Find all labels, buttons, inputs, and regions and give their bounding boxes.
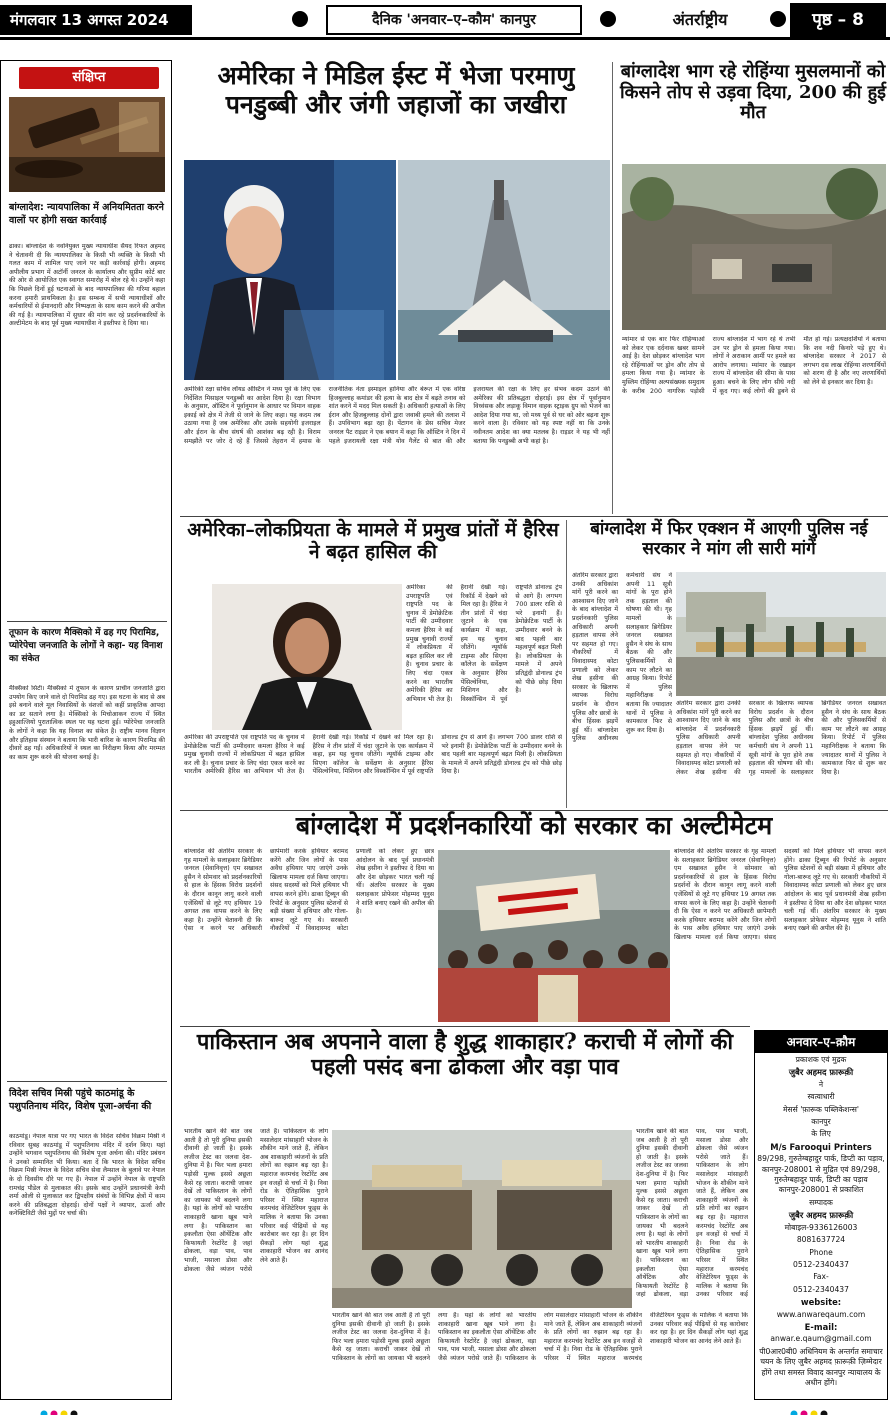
imprint-line: स्वत्वाधारी	[807, 1092, 835, 1102]
bullet-icon	[770, 11, 786, 27]
imprint-line: पी0आर0बी0 अधिनियम के अन्तर्गत समाचार चयन के लिए जुबैर अहमद फ़ारूक़ी ज़िम्मेदार होंगे तथा समस्त विवाद कानपुर न्यायालय के अधीन होंगे।	[759, 1346, 883, 1387]
imprint-line: मोबाइल-9336126003	[784, 1222, 858, 1232]
food-stall-photo	[332, 1130, 632, 1308]
biden-photo	[184, 160, 396, 380]
bullet-icon	[292, 11, 308, 27]
brief-1-body: ढाका। बांग्लादेश के नवनियुक्त मुख्य न्यायाधीश सैयद रिफत अहमद ने चेतावनी दी कि न्यायपालिका के किसी भी व्यक्ति के किसी भी गलत काम में शामिल पाए जाने पर कड़ी कार्रवाई होगी। अहमद अपीलीय प्रभाग में अटॉर्नी जनरल के कार्यालय और सुप्रीम कोर्ट बार की ओर से आयोजित एक स्वागत समारोह में बोल रहे थे। उन्होंने कहा कि पिछले दिनों हुई घटनाओं के बाद न्यायपालिका की गरिमा बहाल करना हमारी प्राथमिकता है। इस सम्बन्ध में सभी न्यायाधीशों और कर्मचारियों से ईमानदारी और निष्पक्षता के साथ काम करने की अपील की गई है। न्यायपालिका में सुधार की मांग कर रहे प्रदर्शनकारियों के अल्टीमेटम के बाद पूर्व मुख्य न्यायाधीश ने इस्तीफा दे दिया था।	[9, 243, 165, 328]
bullet-icon	[600, 11, 616, 27]
rohingya-headline: बांग्लादेश भाग रहे रोहिंग्या मुसलमानों को किसने तोप से उड़वा दिया, 200 की हुई मौत	[619, 61, 887, 124]
harris-headline: अमेरिका–लोकप्रियता के मामले में प्रमुख प्रांतों में हैरिस ने बढ़त हासिल की	[187, 519, 559, 563]
briefs-tag: संक्षिप्त	[19, 67, 159, 89]
us-story-headline: अमेरिका ने मिडिल ईस्ट में भेजा परमाणु पनडुब्बी और जंगी जहाजों का जखीरा	[217, 61, 575, 119]
police-headline: बांग्लादेश में फिर एक्शन में आएगी पुलिस नई सरकार ने मांग ली सारी मांगें	[590, 519, 868, 559]
rohingya-photo	[622, 164, 886, 330]
website-link[interactable]: www.anwareqaum.com	[776, 1309, 866, 1319]
column-rule	[612, 62, 613, 514]
ultimatum-body-right: बांग्लादेश की अंतरिम सरकार के गृह मामलों के सलाहकार ब्रिगेडियर जनरल (सेवानिवृत्त) एम सखावत हुसैन ने सोमवार को प्रदर्शनकारियों से हाल के हिंसक विरोध प्रदर्शनों के दौरान कानून लागू करने वाली एजेंसियों से लूटे गए हथियार 19 अगस्त तक वापस करने के लिए कहा है। उन्होंने चेतावनी दी कि ऐसा न करने पर अधिकारी छापेमारी करके हथियार बरामद करेंगे और जिन लोगों के पास अवैध हथियार पाए जाएंगे उनके खिलाफ मामला दर्ज किया जाएगा। संसद सदस्यों को मिले हथियार भी वापस करने होंगे। ढाका ट्रिब्यून की रिपोर्ट के अनुसार पुलिस स्टेशनों से बड़ी संख्या में हथियार और गोला-बारूद लूटे गए थे। सरकारी नौकरियों में विवादास्पद कोटा प्रणाली को लेकर हुए छात्र आंदोलन के बाद पूर्व प्रधानमंत्री शेख हसीना ने इस्तीफा दे दिया था और देश छोड़कर भारत चली गई थीं। अंतरिम सरकार के मुख्य सलाहकार प्रोफेसर मोहम्मद यूनुस ने शांति बनाए रखने की अपील की है।	[674, 848, 886, 941]
brief-2-body: मैक्सिको सिटी। मैक्सिको में तूफान के कारण प्राचीन जनजाति द्वारा उपयोग किए जाने वाले दो पिरामिड ढह गए। इस घटना के बाद से अब इसे बनाने वाले मूल निवासियों के वंशजों को कहीं प्राकृतिक आपदा का डर सताने लगा है। मेक्सिको के मिचोआकन राज्य में स्थित इहुआत्जियो पुरातात्विक स्थल पर यह घटना हुई। प्योरेपेचा जनजाति के लोगों ने कहा कि यह विनाश का संकेत है। राष्ट्रीय मानव विज्ञान और इतिहास संस्थान ने बताया कि भारी बारिश के कारण पिरामिड की दीवारें ढह गईं। अधिकारियों ने स्थल का निरीक्षण किया और मरम्मत का काम शुरू करने की योजना बनाई है।	[9, 685, 165, 761]
section-title: अंतर्राष्ट्रीय	[672, 10, 728, 29]
issue-date: मंगलवार 13 अगस्त 2024	[0, 5, 192, 35]
police-body-lower: अंतरिम सरकार द्वारा उनकी अधिकांश मांगें पूरी करने का आश्वासन दिए जाने के बाद बांग्लादेश में प्रदर्शनकारी पुलिस अधिकारी अपनी हड़ताल वापस लेने पर सहमत हो गए। नौकरियों में विवादास्पद कोटा प्रणाली को लेकर शेख हसीना की सरकार के खिलाफ व्यापक विरोध प्रदर्शन के दौरान पुलिस और छात्रों के बीच हिंसक झड़पें हुई थीं। बांग्लादेश पुलिस अधीनस्थ कर्मचारी संघ ने अपनी 11 सूत्री मांगों के पूरा होने तक हड़ताल की घोषणा की थी। गृह मामलों के सलाहकार ब्रिगेडियर जनरल सखावत हुसैन ने संघ के साथ बैठक की और पुलिसकर्मियों से काम पर लौटने का आग्रह किया। रिपोर्ट में पुलिस महानिरीक्षक ने बताया कि ज्यादातर थानों में पुलिस ने कामकाज फिर से शुरू कर दिया है।	[676, 700, 886, 776]
paper-name: दैनिक 'अनवार–ए–कौम' कानपुर	[326, 5, 582, 35]
imprint-line: M/s Farooqui Printers	[770, 1141, 872, 1152]
imprint-title: अनवार–ए–क़ौम	[755, 1031, 887, 1053]
harris-body-lower: अमेरिका की उपराष्ट्रपति एवं राष्ट्रपति पद के चुनाव में डेमोक्रेटिक पार्टी की उम्मीदवार कमला हैरिस ने कई प्रमुख चुनावी राज्यों में लोकप्रियता में बढ़त हासिल कर ली है। चुनाव प्रचार के लिए चंदा एकत्र करने का भारतीय अमेरिकी हैरिस का अभियान भी तेज है। हैरानी देखी गई। रिकॉर्ड में देखने को मिल रहा है। हैरिस ने तीन प्रांतों में चंदा जुटाने के एक कार्यक्रम में कहा, हम यह चुनाव जीतेंगे। न्यूयॉर्क टाइम्स और सिएना कॉलेज के सर्वेक्षण के अनुसार हैरिस पेंसिल्वेनिया, मिशिगन और विस्कॉन्सिन में पूर्व राष्ट्रपति डोनाल्ड ट्रंप से आगे हैं। लगभग 700 डालर राशि से भरे इनामी हैं। डेमोक्रेटिक पार्टी के उम्मीदवार बनने के बाद पहली बार महत्वपूर्ण बढ़त मिली है। लोकप्रियता के मामले में अपने प्रतिद्वंदी डोनाल्ड ट्रंप को पीछे छोड़ दिया है।	[184, 734, 562, 776]
imprint-box	[754, 1030, 888, 1400]
imprint-line: 0512-2340437	[793, 1284, 849, 1294]
imprint-line: ने	[818, 1079, 824, 1089]
rohingya-body: म्यांमार से एक बार फिर रोहिंग्याओं को लेकर एक दर्दनाक खबर सामने आई है। देश छोड़कर बांग्लादेश भाग रहे रोहिंग्याओं पर ड्रोन और तोप से हमला किया गया है। म्यांमार के मुस्लिम रोहिंग्या अल्पसंख्यक समुदाय के करीब 200 नागरिक पड़ोसी राज्य बांग्लादेश में भाग रहे थे तभी उन पर ड्रोन से हमला किया गया। लोगों ने अराकान आर्मी पर हमले का आरोप लगाया। म्यांमार के रखाइन राज्य में बांग्लादेश की सीमा के पास हुआ। बचने के लिए लोग सीधे नदी में कूद गए। कई लोगों की डूबने से मौत हो गई। प्रत्यक्षदर्शियों ने बताया कि शव नदी किनारे पड़े हुए थे। बांग्लादेश सरकार ने 2017 से लगभग दस लाख रोहिंग्या शरणार्थियों को शरण दी है और नए शरणार्थियों को लेने से इनकार कर दिया है।	[622, 336, 886, 395]
imprint-line: मेसर्स 'फ़ारूक पब्लिकेशन्स'	[782, 1104, 859, 1114]
imprint-line: सम्पादक	[809, 1197, 833, 1207]
imprint-line: प्रकाशक एवं मुद्रक	[795, 1055, 847, 1064]
protest-photo	[438, 850, 670, 1022]
divider	[180, 1026, 750, 1027]
us-story-body-lower: अमेरिकी रक्षा सचिव लॉयड ऑस्टिन ने मध्य पूर्व के लिए एक निर्देशित मिसाइल पनडुब्बी का आदेश दिया है। रक्षा विभाग के अनुसार, ऑस्टिन ने पूर्वानुमान के आधार पर विमान वाहक इकाई को क्षेत्र में तेजी से जाने के लिए कहा। यह कदम तब उठाया गया है जब अमेरिका और उसके सहयोगी इजराइल और ईरान के बीच संघर्ष की आशंका बढ़ रही है। विराम समझौते पर जोर दे रहे हैं जिससे तेहरान में हमास के राजनीतिक नेता इस्माइल हानिया और बेरूत में एक वरिष्ठ हिजबुल्लाह कमांडर की हत्या के बाद क्षेत्र में बढ़ते तनाव को शांत करने में मदद मिल सकती है। अधिकारी हत्याओं के लिए ईरान और हिजबुल्लाह दोनों द्वारा जवाबी हमले की तलाश में हैं। उपविभाग बढ़ा रहा है। पेंटागन के प्रेस सचिव मेजर जनरल पैट राइडर ने एक बयान में कहा कि ऑस्टिन ने दिन में पहले इजरायली रक्षा मंत्री योव गैलेंट से बात की और इजरायल की रक्षा के लिए हर संभव कदम उठाने की अमेरिका की प्रतिबद्धता दोहराई। इस क्षेत्र में पूर्वानुमान विध्वंसक और लड़ाकू विमान वाहक स्ट्राइक ग्रुप को भेजने का आदेश दिया गया था, जो मध्य पूर्व से घर को ओर बढ़ना शुरू करने वाला है। रविवार को यह स्पष्ट नहीं था कि उनके नवीनतम आदेश का क्या मतलब है। राइडर ने यह भी नहीं बताया कि पनडुब्बी अभी कहां है।	[184, 386, 610, 445]
warship-photo	[398, 160, 610, 380]
harris-photo	[212, 584, 402, 730]
imprint-line: 89/298, गुरुतेग्बहादुर पार्क, डिप्टी का पड़ाव, कानपुर-208001 से मुद्रित एवं 89/298, गुरुतेग्बहादुर पार्क, डिप्टी का पड़ाव कानपुर-208001 से प्रकाशित	[757, 1154, 885, 1195]
imprint-line: 0512-2340437	[793, 1259, 849, 1269]
ultimatum-body-left: बांग्लादेश की अंतरिम सरकार के गृह मामलों के सलाहकार ब्रिगेडियर जनरल (सेवानिवृत्त) एम सखावत हुसैन ने सोमवार को प्रदर्शनकारियों से हाल के हिंसक विरोध प्रदर्शनों के दौरान कानून लागू करने वाली एजेंसियों से लूटे गए हथियार 19 अगस्त तक वापस करने के लिए कहा है। उन्होंने चेतावनी दी कि ऐसा न करने पर अधिकारी छापेमारी करके हथियार बरामद करेंगे और जिन लोगों के पास अवैध हथियार पाए जाएंगे उनके खिलाफ मामला दर्ज किया जाएगा। संसद सदस्यों को मिले हथियार भी वापस करने होंगे। ढाका ट्रिब्यून की रिपोर्ट के अनुसार पुलिस स्टेशनों से बड़ी संख्या में हथियार और गोला-बारूद लूटे गए थे। सरकारी नौकरियों में विवादास्पद कोटा प्रणाली को लेकर हुए छात्र आंदोलन के बाद पूर्व प्रधानमंत्री शेख हसीना ने इस्तीफा दे दिया था और देश छोड़कर भारत चली गई थीं। अंतरिम सरकार के मुख्य सलाहकार प्रोफेसर मोहम्मद यूनुस ने शांति बनाए रखने की अपील की है।	[184, 848, 434, 933]
imprint-line: E-mail:	[804, 1321, 838, 1332]
harris-body-side: अमेरिका की उपराष्ट्रपति एवं राष्ट्रपति पद के चुनाव में डेमोक्रेटिक पार्टी की उम्मीदवार कमला हैरिस ने कई प्रमुख चुनावी राज्यों में लोकप्रियता में बढ़त हासिल कर ली है। चुनाव प्रचार के लिए चंदा एकत्र करने का भारतीय अमेरिकी हैरिस का अभियान भी तेज है। हैरानी देखी गई। रिकॉर्ड में देखने को मिल रहा है। हैरिस ने तीन प्रांतों में चंदा जुटाने के एक कार्यक्रम में कहा, हम यह चुनाव जीतेंगे। न्यूयॉर्क टाइम्स और सिएना कॉलेज के सर्वेक्षण के अनुसार हैरिस पेंसिल्वेनिया, मिशिगन और विस्कॉन्सिन में पूर्व राष्ट्रपति डोनाल्ड ट्रंप से आगे हैं। लगभग 700 डालर राशि से भरे इनामी हैं। डेमोक्रेटिक पार्टी के उम्मीदवार बनने के बाद पहली बार महत्वपूर्ण बढ़त मिली है। लोकप्रियता के मामले में अपने प्रतिद्वंदी डोनाल्ड ट्रंप को पीछे छोड़ दिया है।	[406, 584, 562, 703]
police-body-left: अंतरिम सरकार द्वारा उनकी अधिकांश मांगें पूरी करने का आश्वासन दिए जाने के बाद बांग्लादेश में प्रदर्शनकारी पुलिस अधिकारी अपनी हड़ताल वापस लेने पर सहमत हो गए। नौकरियों में विवादास्पद कोटा प्रणाली को लेकर शेख हसीना की सरकार के खिलाफ व्यापक विरोध प्रदर्शन के दौरान पुलिस और छात्रों के बीच हिंसक झड़पें हुई थीं। बांग्लादेश पुलिस अधीनस्थ कर्मचारी संघ ने अपनी 11 सूत्री मांगों के पूरा होने तक हड़ताल की घोषणा की थी। गृह मामलों के सलाहकार ब्रिगेडियर जनरल सखावत हुसैन ने संघ के साथ बैठक की और पुलिसकर्मियों से काम पर लौटने का आग्रह किया। रिपोर्ट में पुलिस महानिरीक्षक ने बताया कि ज्यादातर थानों में पुलिस ने कामकाज फिर से शुरू कर दिया है।	[572, 572, 672, 743]
pakistan-headline: पाकिस्तान अब अपनाने वाला है शुद्ध शाकाहार? कराची में लोगों की पहली पसंद बना ढोकला और वड़ा पाव	[196, 1029, 734, 1081]
divider	[7, 1081, 167, 1082]
ultimatum-headline: बांग्लादेश में प्रदर्शनकारियों को सरकार का अल्टीमेटम	[295, 811, 773, 840]
pakistan-body-right: भारतीय खाने की बात जब आती है तो पूरी दुनिया इसकी दीवानी हो जाती है। इसके लजीज टेस्ट का जलवा देश-दुनिया में है। फिर भला हमारा पड़ोसी मुल्क इससे अछूता कैसे रह जाता। कराची जाकर देखें तो पाकिस्तान के लोगों का जायका भी बदलने लगा है। यहां के लोगों को भारतीय शाकाहारी खाना खूब भाने लगा है। पाकिस्तान का इकलौता ऐसा ऑथेंटिक और किफायती रेस्टोरेंट है जहां ढोकला, वड़ा पाव, पाव भाजी, मसाला डोसा और ढोकला जैसे व्यंजन परोसे जाते हैं। पाकिस्तान के लोग मसालेदार मांसाहारी भोजन के शौकीन माने जाते हैं, लेकिन अब शाकाहारी व्यंजनों के प्रति लोगों का रुझान बढ़ रहा है। महाराज करमचंद रेस्टोरेंट अब इन वजहों से चर्चा में है। निवा रोड के ऐतिहासिक पुराने परिसर में स्थित महाराज करमचंद वेजिटेरियन फूड्स के मालिक ने बताया कि उनका परिवार कई	[636, 1128, 748, 1299]
brief-2-headline: तूफान के कारण मैक्सिको में ढह गए पिरामिड, प्योरेपेचा जनजाति के लोगों ने कहा- यह विनाश का संकेत	[9, 628, 163, 664]
imprint-line: Phone	[809, 1247, 833, 1257]
imprint-line: जुबैर अहमद फ़ारूक़ी	[788, 1067, 854, 1078]
imprint-line: Fax-	[813, 1272, 829, 1282]
pakistan-body-left: भारतीय खाने की बात जब आती है तो पूरी दुनिया इसकी दीवानी हो जाती है। इसके लजीज टेस्ट का जलवा देश-दुनिया में है। फिर भला हमारा पड़ोसी मुल्क इससे अछूता कैसे रह जाता। कराची जाकर देखें तो पाकिस्तान के लोगों का जायका भी बदलने लगा है। यहां के लोगों को भारतीय शाकाहारी खाना खूब भाने लगा है। पाकिस्तान का इकलौता ऐसा ऑथेंटिक और किफायती रेस्टोरेंट है जहां ढोकला, वड़ा पाव, पाव भाजी, मसाला डोसा और ढोकला जैसे व्यंजन परोसे जाते हैं। पाकिस्तान के लोग मसालेदार मांसाहारी भोजन के शौकीन माने जाते हैं, लेकिन अब शाकाहारी व्यंजनों के प्रति लोगों का रुझान बढ़ रहा है। महाराज करमचंद रेस्टोरेंट अब इन वजहों से चर्चा में है। निवा रोड के ऐतिहासिक पुराने परिसर में स्थित महाराज करमचंद वेजिटेरियन फूड्स के मालिक ने बताया कि उनका परिवार कई पीढ़ियों से यह कारोबार कर रहा है। हर दिन सैकड़ों लोग यहां शुद्ध शाकाहारी भोजन का आनंद लेने आते हैं।	[184, 1128, 328, 1273]
column-rule	[566, 520, 567, 808]
imprint-line: कानपुर	[811, 1117, 831, 1127]
brief-3-headline: विदेश सचिव मिस्री पहुंचे काठमांडू के पशुपतिनाथ मंदिर, विशेष पूजा-अर्चना की	[9, 1088, 152, 1112]
sidebar-briefs	[0, 60, 172, 1400]
page-number: पृष्ठ – 8	[790, 3, 886, 37]
imprint-line: website:	[800, 1297, 842, 1308]
imprint-line: 8081637724	[796, 1235, 846, 1245]
brief-3-body: काठमांडू। नेपाल यात्रा पर गए भारत के विदेश सचिव विक्रम मिस्री ने रविवार सुबह काठमांडू में पशुपतिनाथ मंदिर में दर्शन किए। यहां उन्होंने भगवान पशुपतिनाथ की विशेष पूजा अर्चना की। मंदिर प्रबंधन ने उनको सम्मानित भी किया। बता दें कि भारत के विदेश सचिव विक्रम मिस्री नेपाल के विदेश सचिव सेवा लैम्साल के बुलावे पर नेपाल के दो दिवसीय दौरे पर गए हैं। नेपाल में उन्होंने नेपाल के राष्ट्रपति रामचंद्र पौडेल से मुलाकात की। इसके बाद उन्होंने प्रधानमंत्री केपी शर्मा ओली से मुलाकात कर द्विपक्षीय संबंधों के विभिन्न क्षेत्रों में काम करने की प्रतिबद्धता दोहराई। दोनों पक्षों ने व्यापार, ऊर्जा और कनेक्टिविटी जैसे मुद्दों पर चर्चा की।	[9, 1133, 165, 1218]
pakistan-body-lower: भारतीय खाने की बात जब आती है तो पूरी दुनिया इसकी दीवानी हो जाती है। इसके लजीज टेस्ट का जलवा देश-दुनिया में है। फिर भला हमारा पड़ोसी मुल्क इससे अछूता कैसे रह जाता। कराची जाकर देखें तो पाकिस्तान के लोगों का जायका भी बदलने लगा है। यहां के लोगों को भारतीय शाकाहारी खाना खूब भाने लगा है। पाकिस्तान का इकलौता ऐसा ऑथेंटिक और किफायती रेस्टोरेंट है जहां ढोकला, वड़ा पाव, पाव भाजी, मसाला डोसा और ढोकला जैसे व्यंजन परोसे जाते हैं। पाकिस्तान के लोग मसालेदार मांसाहारी भोजन के शौकीन माने जाते हैं, लेकिन अब शाकाहारी व्यंजनों के प्रति लोगों का रुझान बढ़ रहा है। महाराज करमचंद रेस्टोरेंट अब इन वजहों से चर्चा में है। निवा रोड के ऐतिहासिक पुराने परिसर में स्थित महाराज करमचंद वेजिटेरियन फूड्स के मालिक ने बताया कि उनका परिवार कई पीढ़ियों से यह कारोबार कर रहा है। हर दिन सैकड़ों लोग यहां शुद्ध शाकाहारी भोजन का आनंद लेने आते हैं।	[332, 1312, 748, 1362]
print-registration-marks	[40, 1403, 100, 1411]
print-registration-marks	[790, 1403, 850, 1411]
imprint-line: के लिए	[811, 1129, 831, 1139]
divider	[180, 516, 888, 517]
email-link[interactable]: anwar.e.qaum@gmail.com	[770, 1334, 872, 1344]
gavel-photo	[9, 97, 165, 192]
divider	[7, 621, 167, 622]
brief-1-headline: बांग्लादेश: न्यायपालिका में अनियमितता करने वालों पर होगी सख्त कार्रवाई	[9, 202, 164, 226]
police-photo	[676, 572, 886, 696]
masthead	[0, 0, 890, 40]
imprint-line: जुबैर अहमद फ़ारूक़ी	[788, 1210, 854, 1221]
